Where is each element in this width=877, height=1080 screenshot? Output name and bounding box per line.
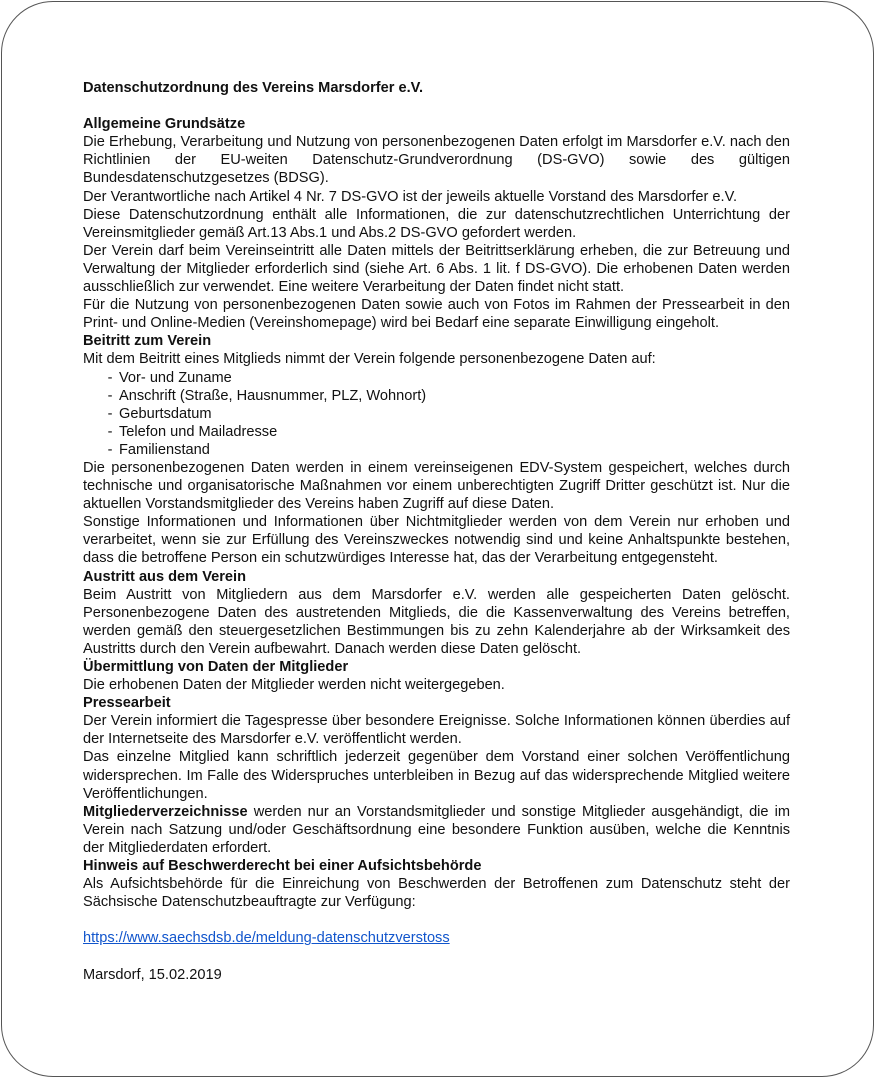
paragraph: Sonstige Informationen und Informationen über Nichtmitglieder werden von dem Verein nur erhoben und verarbeitet, wenn sie zur Erfüllung des Vereinszweckes notwendig sind und keine Anhaltspunkte bestehen, dass die betroffene Person ein schutzwürdiges Interesse hat, das der Verarbeitung entgegensteht. [83, 514, 790, 567]
link-paragraph [83, 929, 790, 947]
section-heading-austritt: Austritt aus dem Verein [83, 568, 247, 585]
section-heading-presse: Pressearbeit [83, 695, 171, 712]
paragraph: Der Verein darf beim Vereinseintritt alle Daten mittels der Beitrittserklärung erheben, die zur Betreuung und Verwaltung der Mitglieder erforderlich sind (siehe Art. 6 Abs. 1 lit. f DS-GVO). Die erhobenen Daten werden ausschließlich zur verwendet. Eine weitere Verarbeitung der Daten findet nicht statt. [83, 242, 790, 296]
paragraph: Als Aufsichtsbehörde für die Einreichung von Beschwerden der Betroffenen zum Datenschutz steht der Sächsische Datenschutzbeauftragte zur Verfügung: [83, 876, 790, 911]
paragraph: Die Erhebung, Verarbeitung und Nutzung von personenbezogenen Daten erfolgt im Marsdorfer e.V. nach den Richtlinien der EU-weiten Datenschutz-Grundverordnung (DS-GVO) sowie des gültigen Bundesdatenschutzgesetzes (BDSG). [83, 134, 790, 187]
spacer [83, 911, 790, 929]
spacer [83, 97, 790, 115]
paragraph: Der Verantwortliche nach Artikel 4 Nr. 7 DS-GVO ist der jeweils aktuelle Vorstand des Marsdorfer e.V. [83, 188, 738, 205]
paragraph-mitgliederverzeichnisse: Mitgliederverzeichnisse werden nur an Vorstandsmitglieder und sonstige Mitglieder ausgehändigt, die im Verein nach Satzung und/oder Geschäftsordnung eine besondere Funktion ausüben, welche die Kenntnis der Mitgliederdaten erfordert. [83, 803, 790, 856]
bold-term: Mitgliederverzeichnisse [83, 803, 248, 820]
place-date: Marsdorf, 15.02.2019 [83, 966, 222, 983]
paragraph: Der Verein informiert die Tagespresse über besondere Ereignisse. Solche Informationen können überdies auf der Internetseite des Marsdorfer e.V. veröffentlicht werden. [83, 713, 790, 748]
list-item: - Anschrift (Straße, Hausnummer, PLZ, Wohnort) [107, 387, 427, 404]
section-heading-grundsaetze: Allgemeine Grundsätze [83, 116, 246, 133]
dash-bullet-icon: - [107, 369, 113, 386]
dash-bullet-icon: - [107, 423, 113, 440]
paragraph: Mit dem Beitritt eines Mitglieds nimmt der Verein folgende personenbezogene Daten auf: [83, 351, 656, 368]
paragraph: Die erhobenen Daten der Mitglieder werden nicht weitergegeben. [83, 677, 505, 694]
paragraph: Beim Austritt von Mitgliedern aus dem Marsdorfer e.V. werden alle gespeicherten Daten gelöscht. Personenbezogene Daten des austretenden Mitglieds, die die Kassenverwaltung des Vereins betreffen, werden gemäß den steuergesetzlichen Bestimmungen bis zu zehn Kalenderjahre ab der Wirksamkeit des Austritts durch den Verein aufbewahrt. Danach werden diese Daten gelöscht. [83, 586, 790, 657]
section-heading-beitritt: Beitritt zum Verein [83, 333, 212, 350]
list-item: - Familienstand [107, 441, 210, 458]
dash-bullet-icon: - [107, 387, 113, 404]
list-item: - Vor- und Zuname [107, 369, 232, 386]
spacer [83, 948, 790, 966]
paragraph: Die personenbezogenen Daten werden in einem vereinseigenen EDV-System gespeichert, welches durch technische und organisatorische Maßnahmen vor einem unberechtigten Zugriff Dritter geschützt ist. Nur die aktuellen Vorstandsmitglieder des Vereins haben Zugriff auf diese Daten. [83, 459, 790, 513]
section-heading-beschwerde: Hinweis auf Beschwerderecht bei einer Aufsichtsbehörde [83, 858, 482, 875]
complaint-link[interactable]: https://www.saechsdsb.de/meldung-datenschutzverstoss [83, 930, 450, 947]
document-title: Datenschutzordnung des Vereins Marsdorfer e.V. [83, 80, 424, 96]
data-fields-list [83, 369, 790, 459]
dash-bullet-icon: - [107, 405, 113, 422]
dash-bullet-icon: - [107, 441, 113, 458]
list-item: - Telefon und Mailadresse [107, 423, 278, 440]
document-body [83, 79, 790, 984]
paragraph: Diese Datenschutzordnung enthält alle Informationen, die zur datenschutzrechtlichen Unterrichtung der Vereinsmitglieder gemäß Art.13 Abs.1 und Abs.2 DS-GVO gefordert werden. [83, 206, 790, 241]
paragraph: Das einzelne Mitglied kann schriftlich jederzeit gegenüber dem Vorstand einer solchen Veröffentlichung widersprechen. Im Falle des Widerspruches unterbleiben in Bezug auf das widersprechende Mitglied weitere Veröffentlichungen. [83, 749, 790, 802]
list-item: - Geburtsdatum [107, 405, 212, 422]
paragraph: Für die Nutzung von personenbezogenen Daten sowie auch von Fotos im Rahmen der Pressearbeit in den Print- und Online-Medien (Vereinshomepage) wird bei Bedarf eine separate Einwilligung eingeholt. [83, 297, 790, 332]
section-heading-uebermittlung: Übermittlung von Daten der Mitglieder [83, 659, 349, 675]
